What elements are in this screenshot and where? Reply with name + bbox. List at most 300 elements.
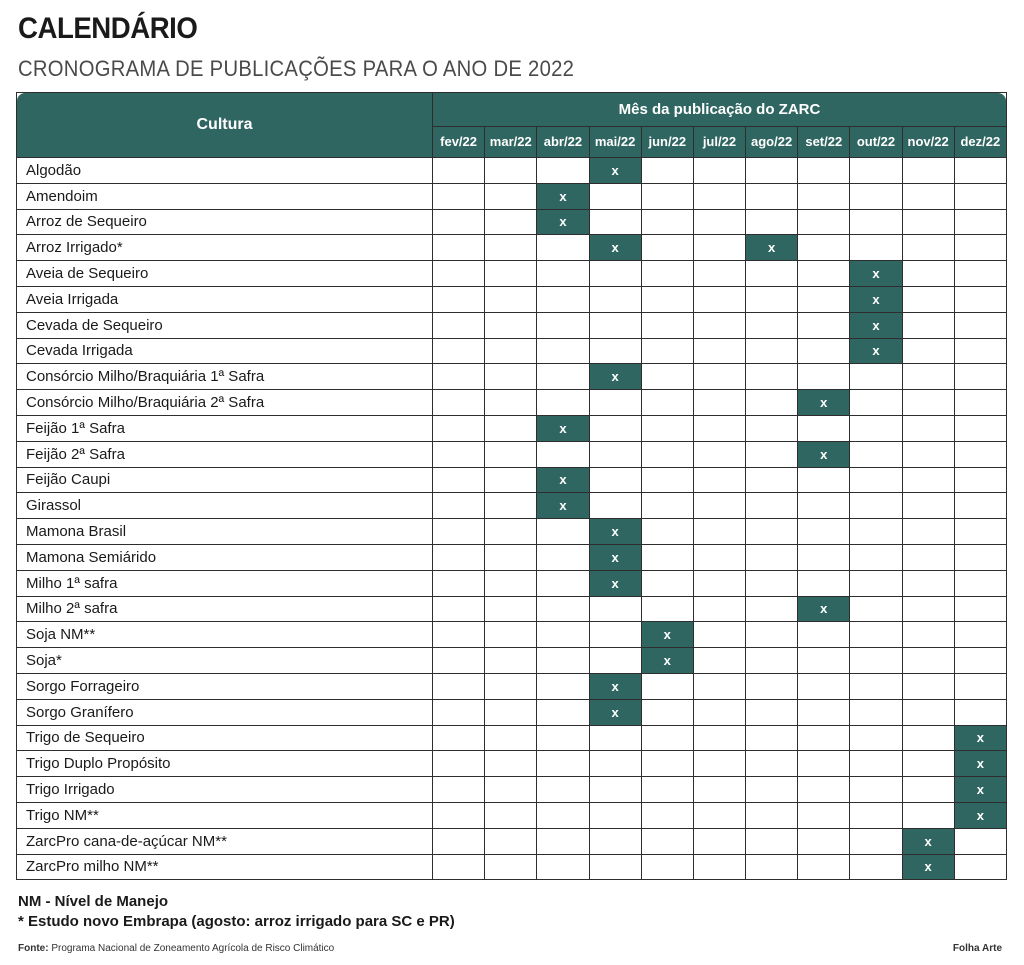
empty-cell (902, 261, 954, 287)
publication-mark: x (954, 777, 1006, 803)
empty-cell (850, 467, 902, 493)
empty-cell (693, 699, 745, 725)
empty-cell (850, 364, 902, 390)
empty-cell (693, 286, 745, 312)
empty-cell (485, 390, 537, 416)
empty-cell (485, 312, 537, 338)
empty-cell (746, 441, 798, 467)
publication-mark: x (798, 441, 850, 467)
publication-mark: x (589, 364, 641, 390)
publication-mark: x (589, 570, 641, 596)
schedule-table-body (17, 158, 1007, 880)
empty-cell (902, 390, 954, 416)
empty-cell (589, 828, 641, 854)
table-row (17, 441, 1007, 467)
empty-cell (746, 622, 798, 648)
month-header: jun/22 (641, 126, 693, 157)
publication-mark: x (589, 544, 641, 570)
culture-name: Aveia de Sequeiro (17, 261, 433, 287)
empty-cell (485, 467, 537, 493)
empty-cell (902, 312, 954, 338)
empty-cell (954, 415, 1006, 441)
publication-mark: x (850, 338, 902, 364)
empty-cell (902, 570, 954, 596)
empty-cell (485, 183, 537, 209)
empty-cell (902, 544, 954, 570)
publication-mark: x (537, 415, 589, 441)
empty-cell (850, 519, 902, 545)
empty-cell (433, 390, 485, 416)
publication-mark: x (589, 673, 641, 699)
table-row (17, 390, 1007, 416)
empty-cell (589, 802, 641, 828)
empty-cell (589, 286, 641, 312)
empty-cell (693, 364, 745, 390)
month-header: set/22 (798, 126, 850, 157)
credit: Folha Arte (952, 943, 1002, 954)
empty-cell (537, 802, 589, 828)
schedule-table-container (16, 92, 1006, 882)
empty-cell (537, 725, 589, 751)
empty-cell (798, 699, 850, 725)
empty-cell (954, 286, 1006, 312)
empty-cell (433, 596, 485, 622)
empty-cell (537, 622, 589, 648)
empty-cell (537, 570, 589, 596)
empty-cell (589, 261, 641, 287)
empty-cell (798, 183, 850, 209)
month-header: mar/22 (485, 126, 537, 157)
empty-cell (641, 467, 693, 493)
empty-cell (537, 312, 589, 338)
schedule-table (16, 92, 1007, 880)
publication-mark: x (589, 699, 641, 725)
empty-cell (693, 519, 745, 545)
empty-cell (798, 673, 850, 699)
empty-cell (902, 235, 954, 261)
empty-cell (433, 183, 485, 209)
table-row (17, 596, 1007, 622)
empty-cell (954, 209, 1006, 235)
empty-cell (641, 415, 693, 441)
empty-cell (902, 648, 954, 674)
empty-cell (798, 519, 850, 545)
empty-cell (693, 183, 745, 209)
empty-cell (746, 802, 798, 828)
page-subtitle: CRONOGRAMA DE PUBLICAÇÕES PARA O ANO DE 2022 (18, 56, 575, 81)
empty-cell (954, 699, 1006, 725)
empty-cell (485, 519, 537, 545)
empty-cell (485, 441, 537, 467)
empty-cell (641, 519, 693, 545)
empty-cell (850, 828, 902, 854)
empty-cell (798, 312, 850, 338)
month-header: fev/22 (433, 126, 485, 157)
table-row (17, 802, 1007, 828)
empty-cell (433, 467, 485, 493)
culture-name: Milho 1ª safra (17, 570, 433, 596)
empty-cell (954, 390, 1006, 416)
empty-cell (641, 183, 693, 209)
empty-cell (798, 725, 850, 751)
table-row (17, 209, 1007, 235)
empty-cell (746, 854, 798, 880)
empty-cell (850, 673, 902, 699)
empty-cell (537, 390, 589, 416)
empty-cell (641, 725, 693, 751)
empty-cell (537, 673, 589, 699)
empty-cell (798, 777, 850, 803)
empty-cell (850, 158, 902, 184)
empty-cell (641, 854, 693, 880)
empty-cell (954, 828, 1006, 854)
empty-cell (798, 415, 850, 441)
empty-cell (693, 570, 745, 596)
empty-cell (798, 622, 850, 648)
empty-cell (902, 699, 954, 725)
empty-cell (746, 828, 798, 854)
empty-cell (798, 261, 850, 287)
empty-cell (485, 699, 537, 725)
table-row (17, 648, 1007, 674)
empty-cell (693, 209, 745, 235)
publication-mark: x (589, 158, 641, 184)
publication-mark: x (954, 802, 1006, 828)
empty-cell (641, 751, 693, 777)
empty-cell (954, 364, 1006, 390)
note-study: * Estudo novo Embrapa (agosto: arroz irrigado para SC e PR) (18, 913, 455, 930)
table-row (17, 854, 1007, 880)
empty-cell (433, 312, 485, 338)
empty-cell (641, 312, 693, 338)
empty-cell (485, 286, 537, 312)
empty-cell (537, 777, 589, 803)
empty-cell (433, 158, 485, 184)
empty-cell (433, 699, 485, 725)
culture-name: Trigo Duplo Propósito (17, 751, 433, 777)
empty-cell (641, 493, 693, 519)
culture-name: Arroz de Sequeiro (17, 209, 433, 235)
empty-cell (850, 570, 902, 596)
empty-cell (537, 519, 589, 545)
empty-cell (954, 441, 1006, 467)
publication-mark: x (850, 261, 902, 287)
month-header: dez/22 (954, 126, 1006, 157)
empty-cell (954, 158, 1006, 184)
culture-name: Feijão 2ª Safra (17, 441, 433, 467)
empty-cell (485, 802, 537, 828)
month-header: mai/22 (589, 126, 641, 157)
table-row (17, 622, 1007, 648)
culture-name: Sorgo Forrageiro (17, 673, 433, 699)
table-row (17, 777, 1007, 803)
publication-mark: x (537, 493, 589, 519)
empty-cell (433, 415, 485, 441)
empty-cell (798, 235, 850, 261)
empty-cell (641, 235, 693, 261)
culture-name: Cevada Irrigada (17, 338, 433, 364)
empty-cell (537, 751, 589, 777)
publication-mark: x (641, 622, 693, 648)
empty-cell (902, 519, 954, 545)
empty-cell (850, 493, 902, 519)
table-row (17, 751, 1007, 777)
empty-cell (902, 158, 954, 184)
empty-cell (485, 596, 537, 622)
empty-cell (798, 648, 850, 674)
empty-cell (902, 673, 954, 699)
empty-cell (798, 544, 850, 570)
empty-cell (537, 261, 589, 287)
page-title: CALENDÁRIO (18, 12, 198, 45)
culture-name: Soja* (17, 648, 433, 674)
empty-cell (589, 467, 641, 493)
publication-mark: x (589, 519, 641, 545)
empty-cell (746, 338, 798, 364)
empty-cell (746, 312, 798, 338)
empty-cell (850, 415, 902, 441)
source-label: Fonte: (18, 943, 49, 954)
empty-cell (433, 828, 485, 854)
empty-cell (693, 312, 745, 338)
table-row (17, 570, 1007, 596)
empty-cell (902, 415, 954, 441)
empty-cell (537, 158, 589, 184)
empty-cell (433, 235, 485, 261)
empty-cell (798, 286, 850, 312)
empty-cell (746, 467, 798, 493)
empty-cell (693, 544, 745, 570)
empty-cell (641, 286, 693, 312)
culture-name: Mamona Semiárido (17, 544, 433, 570)
empty-cell (537, 699, 589, 725)
empty-cell (954, 622, 1006, 648)
table-row (17, 183, 1007, 209)
publication-mark: x (798, 596, 850, 622)
table-row (17, 673, 1007, 699)
source-text: Programa Nacional de Zoneamento Agrícola de Risco Climático (51, 943, 335, 954)
empty-cell (485, 364, 537, 390)
table-row (17, 415, 1007, 441)
empty-cell (589, 854, 641, 880)
table-row (17, 158, 1007, 184)
empty-cell (589, 312, 641, 338)
culture-name: Girassol (17, 493, 433, 519)
month-header: ago/22 (746, 126, 798, 157)
empty-cell (850, 777, 902, 803)
culture-name: Feijão 1ª Safra (17, 415, 433, 441)
empty-cell (798, 467, 850, 493)
table-row (17, 828, 1007, 854)
empty-cell (746, 261, 798, 287)
empty-cell (902, 622, 954, 648)
empty-cell (641, 338, 693, 364)
culture-name: Milho 2ª safra (17, 596, 433, 622)
empty-cell (641, 390, 693, 416)
empty-cell (433, 209, 485, 235)
table-row (17, 364, 1007, 390)
empty-cell (641, 828, 693, 854)
empty-cell (798, 751, 850, 777)
empty-cell (485, 209, 537, 235)
empty-cell (902, 441, 954, 467)
culture-name: Trigo NM** (17, 802, 433, 828)
notes (18, 892, 455, 932)
empty-cell (746, 725, 798, 751)
empty-cell (433, 441, 485, 467)
empty-cell (485, 338, 537, 364)
empty-cell (693, 338, 745, 364)
empty-cell (798, 158, 850, 184)
empty-cell (798, 338, 850, 364)
empty-cell (693, 235, 745, 261)
publication-mark: x (537, 467, 589, 493)
header-row-top (17, 93, 1007, 127)
empty-cell (589, 596, 641, 622)
empty-cell (641, 802, 693, 828)
empty-cell (433, 622, 485, 648)
empty-cell (485, 854, 537, 880)
culture-name: Algodão (17, 158, 433, 184)
empty-cell (902, 493, 954, 519)
empty-cell (589, 725, 641, 751)
empty-cell (902, 209, 954, 235)
empty-cell (589, 183, 641, 209)
empty-cell (798, 802, 850, 828)
empty-cell (537, 854, 589, 880)
empty-cell (746, 390, 798, 416)
empty-cell (589, 338, 641, 364)
empty-cell (433, 493, 485, 519)
empty-cell (589, 622, 641, 648)
table-row (17, 544, 1007, 570)
empty-cell (537, 286, 589, 312)
empty-cell (485, 235, 537, 261)
empty-cell (693, 441, 745, 467)
publication-mark: x (589, 235, 641, 261)
table-row (17, 467, 1007, 493)
empty-cell (485, 777, 537, 803)
empty-cell (902, 286, 954, 312)
empty-cell (589, 777, 641, 803)
empty-cell (537, 544, 589, 570)
empty-cell (850, 725, 902, 751)
empty-cell (693, 415, 745, 441)
empty-cell (433, 519, 485, 545)
publication-mark: x (954, 751, 1006, 777)
empty-cell (589, 441, 641, 467)
empty-cell (433, 338, 485, 364)
empty-cell (746, 673, 798, 699)
empty-cell (798, 854, 850, 880)
empty-cell (641, 777, 693, 803)
empty-cell (537, 338, 589, 364)
empty-cell (746, 183, 798, 209)
empty-cell (537, 441, 589, 467)
empty-cell (641, 261, 693, 287)
source-line (18, 943, 334, 954)
empty-cell (902, 596, 954, 622)
empty-cell (641, 699, 693, 725)
empty-cell (850, 699, 902, 725)
publication-mark: x (954, 725, 1006, 751)
empty-cell (693, 777, 745, 803)
empty-cell (485, 493, 537, 519)
empty-cell (693, 854, 745, 880)
empty-cell (485, 570, 537, 596)
table-row (17, 725, 1007, 751)
empty-cell (433, 286, 485, 312)
empty-cell (746, 286, 798, 312)
empty-cell (954, 673, 1006, 699)
empty-cell (641, 673, 693, 699)
empty-cell (433, 751, 485, 777)
empty-cell (798, 493, 850, 519)
empty-cell (746, 544, 798, 570)
empty-cell (433, 570, 485, 596)
empty-cell (954, 312, 1006, 338)
empty-cell (746, 519, 798, 545)
empty-cell (850, 802, 902, 828)
empty-cell (902, 802, 954, 828)
culture-name: Soja NM** (17, 622, 433, 648)
empty-cell (954, 467, 1006, 493)
publication-mark: x (902, 854, 954, 880)
culture-name: Consórcio Milho/Braquiária 1ª Safra (17, 364, 433, 390)
empty-cell (746, 648, 798, 674)
publication-mark: x (850, 312, 902, 338)
publication-mark: x (902, 828, 954, 854)
empty-cell (433, 364, 485, 390)
month-group-header: Mês da publicação do ZARC (433, 93, 1007, 127)
table-row (17, 699, 1007, 725)
empty-cell (850, 854, 902, 880)
culture-column-header: Cultura (17, 93, 433, 158)
publication-mark: x (850, 286, 902, 312)
empty-cell (850, 751, 902, 777)
empty-cell (850, 235, 902, 261)
publication-mark: x (641, 648, 693, 674)
empty-cell (589, 415, 641, 441)
empty-cell (954, 596, 1006, 622)
empty-cell (537, 235, 589, 261)
culture-name: Amendoim (17, 183, 433, 209)
empty-cell (746, 158, 798, 184)
empty-cell (954, 338, 1006, 364)
empty-cell (433, 725, 485, 751)
empty-cell (589, 493, 641, 519)
empty-cell (433, 544, 485, 570)
empty-cell (954, 544, 1006, 570)
empty-cell (693, 158, 745, 184)
empty-cell (589, 390, 641, 416)
empty-cell (485, 415, 537, 441)
culture-name: Mamona Brasil (17, 519, 433, 545)
empty-cell (850, 648, 902, 674)
empty-cell (433, 648, 485, 674)
empty-cell (485, 725, 537, 751)
empty-cell (641, 596, 693, 622)
empty-cell (693, 648, 745, 674)
empty-cell (693, 802, 745, 828)
empty-cell (641, 570, 693, 596)
empty-cell (850, 183, 902, 209)
empty-cell (641, 544, 693, 570)
empty-cell (850, 209, 902, 235)
publication-mark: x (746, 235, 798, 261)
empty-cell (641, 209, 693, 235)
publication-mark: x (537, 183, 589, 209)
